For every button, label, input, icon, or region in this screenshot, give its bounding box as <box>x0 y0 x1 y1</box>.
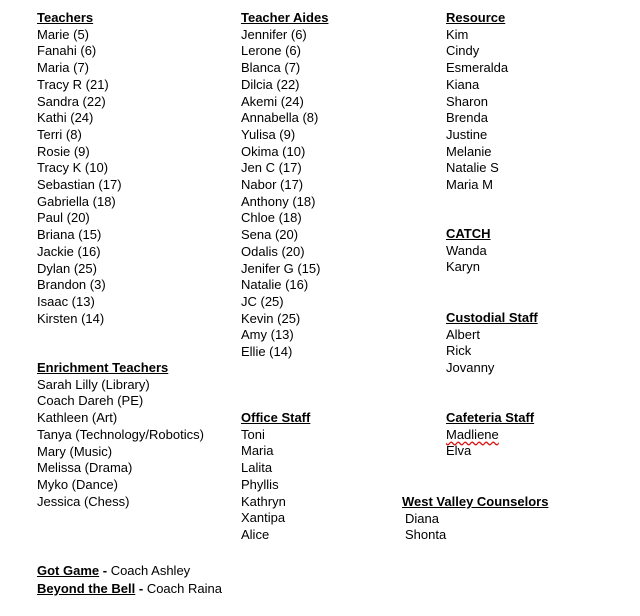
list-item: Brandon (3) <box>37 277 106 293</box>
catch-section <box>446 226 491 276</box>
list-item: Kirsten (14) <box>37 310 105 326</box>
list-item: Ellie (14) <box>241 344 293 360</box>
list-item: Amy (13) <box>241 327 294 343</box>
office-heading: Office Staff <box>241 410 311 425</box>
list-item: Kim <box>446 26 469 42</box>
enrichment-heading: Enrichment Teachers <box>37 360 169 375</box>
teachers-section <box>37 10 122 327</box>
list-item: Alice <box>241 526 270 542</box>
resource-section <box>446 10 508 194</box>
beyond-bell-label: Beyond the Bell <box>37 581 136 596</box>
beyond-bell-separator: - <box>135 581 147 596</box>
list-item: Sarah Lilly (Library) <box>37 376 150 392</box>
teachers-heading: Teachers <box>37 10 94 25</box>
list-item: Sharon <box>446 93 488 109</box>
teacher-aides-list <box>241 27 328 361</box>
list-item: Kathleen (Art) <box>37 410 118 426</box>
list-item: Lalita <box>241 460 273 476</box>
list-item: Akemi (24) <box>241 93 304 109</box>
list-item: Terri (8) <box>37 126 82 142</box>
list-item: Sebastian (17) <box>37 177 122 193</box>
counselors-list <box>402 511 548 544</box>
list-item: Lerone (6) <box>241 43 301 59</box>
list-item: Fanahi (6) <box>37 43 97 59</box>
list-item: Maria M <box>446 177 493 193</box>
list-item: Kiana <box>446 76 480 92</box>
list-item: Coach Dareh (PE) <box>37 393 144 409</box>
resource-list <box>446 27 508 194</box>
spellcheck-word: Madliene <box>446 426 499 442</box>
catch-heading: CATCH <box>446 226 491 241</box>
list-item: Nabor (17) <box>241 177 304 193</box>
list-item: Melanie <box>446 143 492 159</box>
resource-heading: Resource <box>446 10 506 25</box>
counselors-heading: West Valley Counselors <box>402 494 549 509</box>
got-game-line <box>37 563 190 580</box>
list-item: Toni <box>241 426 265 442</box>
list-item: Anthony (18) <box>241 193 316 209</box>
list-item: Maria <box>241 443 274 459</box>
list-item: JC (25) <box>241 293 284 309</box>
list-item: Phyllis <box>241 476 279 492</box>
list-item: Jennifer (6) <box>241 26 307 42</box>
teacher-aides-section <box>241 10 328 361</box>
list-item: Justine <box>446 126 488 142</box>
list-item: Kathi (24) <box>37 110 94 126</box>
enrichment-list <box>37 377 204 511</box>
list-item: Wanda <box>446 242 487 258</box>
cafeteria-section <box>446 410 534 460</box>
cafeteria-heading: Cafeteria Staff <box>446 410 535 425</box>
custodial-section <box>446 310 538 377</box>
list-item: Maria (7) <box>37 60 90 76</box>
list-item: Mary (Music) <box>37 443 113 459</box>
list-item: Esmeralda <box>446 60 509 76</box>
list-item: Tracy K (10) <box>37 160 109 176</box>
list-item: Jackie (16) <box>37 243 101 259</box>
list-item: Tracy R (21) <box>37 76 109 92</box>
list-item <box>446 427 534 444</box>
list-item: Jenifer G (15) <box>241 260 321 276</box>
counselors-section <box>402 494 548 544</box>
list-item: Isaac (13) <box>37 293 95 309</box>
beyond-bell-line <box>37 581 222 598</box>
list-item: Tanya (Technology/Robotics) <box>37 426 204 442</box>
list-item: Jen C (17) <box>241 160 302 176</box>
list-item: Paul (20) <box>37 210 90 226</box>
list-item: Dylan (25) <box>37 260 97 276</box>
teacher-aides-heading: Teacher Aides <box>241 10 329 25</box>
list-item: Rick <box>446 343 472 359</box>
list-item: Annabella (8) <box>241 110 319 126</box>
list-item: Natalie S <box>446 160 499 176</box>
list-item: Kevin (25) <box>241 310 301 326</box>
got-game-value: Coach Ashley <box>110 563 191 578</box>
custodial-heading: Custodial Staff <box>446 310 538 325</box>
office-section <box>241 410 310 544</box>
list-item: Dilcia (22) <box>241 76 300 92</box>
list-item: Melissa (Drama) <box>37 460 133 476</box>
list-item: Jovanny <box>446 360 495 376</box>
catch-list <box>446 243 491 276</box>
list-item: Brenda <box>446 110 488 126</box>
list-item: Marie (5) <box>37 26 90 42</box>
list-item: Okima (10) <box>241 143 306 159</box>
teachers-list <box>37 27 122 328</box>
enrichment-section <box>37 360 204 510</box>
list-item: Yulisa (9) <box>241 126 296 142</box>
list-item: Diana <box>405 510 439 526</box>
office-list <box>241 427 310 544</box>
list-item: Sandra (22) <box>37 93 106 109</box>
list-item: Jessica (Chess) <box>37 493 130 509</box>
got-game-separator: - <box>99 563 111 578</box>
list-item: Cindy <box>446 43 480 59</box>
list-item: Blanca (7) <box>241 60 301 76</box>
list-item: Odalis (20) <box>241 243 305 259</box>
list-item: Myko (Dance) <box>37 476 118 492</box>
list-item: Albert <box>446 326 480 342</box>
list-item: Kathryn <box>241 493 286 509</box>
list-item: Gabriella (18) <box>37 193 116 209</box>
list-item: Chloe (18) <box>241 210 302 226</box>
list-item: Natalie (16) <box>241 277 309 293</box>
list-item: Karyn <box>446 259 480 275</box>
list-item: Sena (20) <box>241 227 299 243</box>
cafeteria-list <box>446 427 534 460</box>
list-item: Shonta <box>405 527 447 543</box>
beyond-bell-value: Coach Raina <box>146 581 222 596</box>
got-game-label: Got Game <box>37 563 100 578</box>
list-item: Xantipa <box>241 510 286 526</box>
list-item: Briana (15) <box>37 227 102 243</box>
custodial-list <box>446 327 538 377</box>
list-item: Rosie (9) <box>37 143 90 159</box>
list-item: Elva <box>446 443 472 459</box>
